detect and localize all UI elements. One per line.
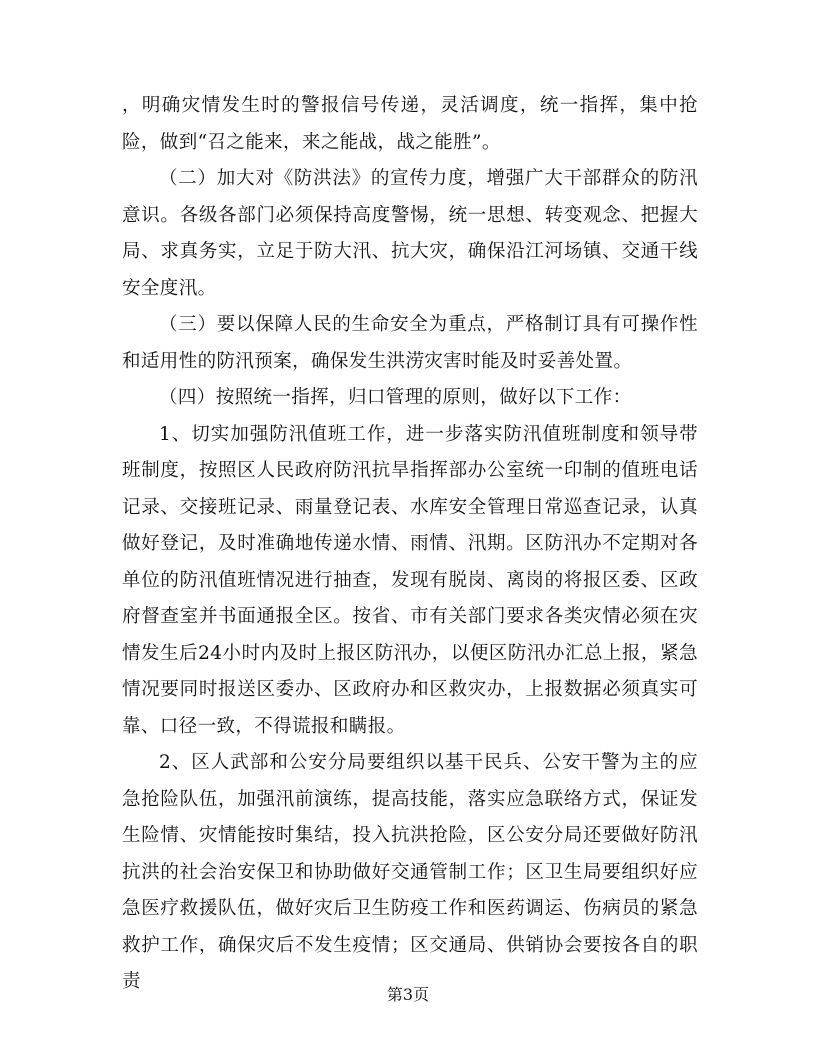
page-number: 第3页	[386, 985, 430, 1004]
paragraph-section-4: （四）按照统一指挥，归口管理的原则，做好以下工作：	[159, 387, 632, 408]
paragraph-section-2: （二）加大对《防洪法》的宣传力度，增强广大干部群众的防汛意识。各级各部门必须保持高度警惕，统一思想、转变观念、把握大局、求真务实，立足于防大汛、抗大灾，确保沿江河场镇、交通干线安全度汛。	[122, 168, 698, 299]
document-body	[122, 88, 698, 1001]
paragraph-continuation: ，明确灾情发生时的警报信号传递，灵活调度，统一指挥，集中抢险，做到“召之能来，来之能战，战之能胜”。	[122, 95, 698, 153]
paragraph-item-1: 1、切实加强防汛值班工作，进一步落实防汛值班制度和领导带班制度，按照区人民政府防汛抗旱指挥部办公室统一印制的值班电话记录、交接班记录、雨量登记表、水库安全管理日常巡查记录，认真做好登记，及时准确地传递水情、雨情、汛期。区防汛办不定期对各单位的防汛值班情况进行抽查，发现有脱岗、离岗的将报区委、区政府督查室并书面通报全区。按省、市有关部门要求各类灾情必须在灾情发生后24小时内及时上报区防汛办，以便区防汛办汇总上报，紧急情况要同时报送区委办、区政府办和区救灾办，上报数据必须真实可靠、口径一致，不得谎报和瞒报。	[122, 423, 698, 737]
paragraph-section-3: （三）要以保障人民的生命安全为重点，严格制订具有可操作性和适用性的防汛预案，确保发生洪涝灾害时能及时妥善处置。	[122, 314, 698, 372]
paragraph-item-2: 2、区人武部和公安分局要组织以基干民兵、公安干警为主的应急抢险队伍，加强汛前演练，提高技能，落实应急联络方式，保证发生险情、灾情能按时集结，投入抗洪抢险，区公安分局还要做好防汛抗洪的社会治安保卫和协助做好交通管制工作；区卫生局要组织好应急医疗救援队伍，做好灾后卫生防疫工作和医药调运、伤病员的紧急救护工作，确保灾后不发生疫情；区交通局、供销协会要按各自的职责	[122, 752, 698, 992]
